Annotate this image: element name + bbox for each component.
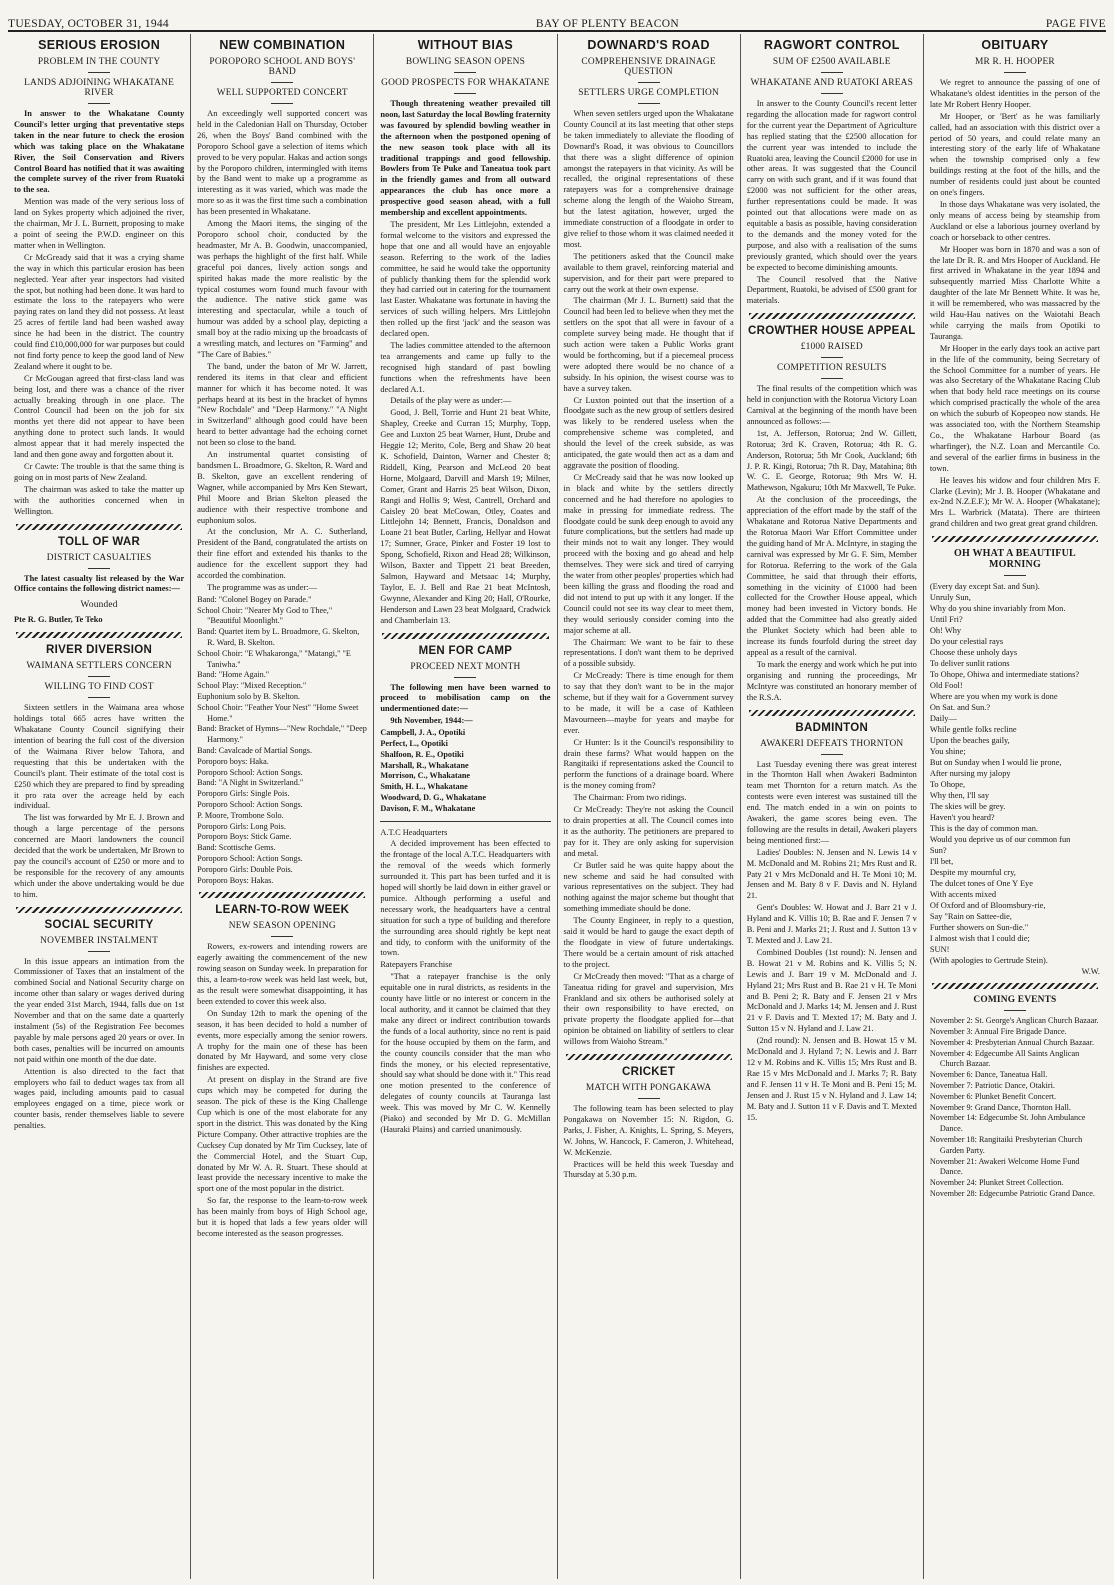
programme-item: Band: "Home Again." (197, 670, 270, 680)
column-3 (373, 34, 556, 1579)
paragraph: The following team has been selected to play Pongakawa on November 15: N. Rigdon, G. Parks, J. Fisher, A. Knights, L. Spring, S. Meyers, W. Johns, W. Hancock, F. Cameron, J. Whitehead, W. McKenzie. (563, 1104, 734, 1157)
poem-line: Why then, I'll say (929, 791, 990, 801)
divider (821, 72, 843, 73)
poem-line: To Ohope, Ohiwa and intermediate stations? (929, 670, 1080, 680)
section-divider (16, 524, 182, 530)
subhead: GOOD PROSPECTS FOR WHAKATANE (381, 78, 550, 88)
programme-item: School Play: "Mixed Reception." (197, 681, 307, 691)
headline-men-for-camp: MEN FOR CAMP (418, 644, 513, 657)
poem-line: Choose these unholy days (929, 648, 1018, 658)
section-divider (749, 710, 915, 716)
paragraph: The list was forwarded by Mr E. J. Brown and though a large percentage of the persons concerned are Maori landowners the council decided that the work be undertaken, Mr Brown to pay the council's account of £250 or more and to be responsible for the recovery of any amounts which under the above undertaking would be due to him. (14, 813, 185, 899)
list-item: Campbell, J. A., Opotiki (380, 728, 466, 738)
subhead: DISTRICT CASUALTIES (46, 552, 152, 563)
lead-paragraph: Though threatening weather prevailed till noon, last Saturday the local Bowling fraternity was favoured by splendid bowling weather in the afternoon when the postponed opening of the new season took place with all its traditional trappings and good fellowship. Bowlers from Te Puke and Taneatua took part in the friendly games and from all outward appearances the club has once more a prospective good season ahead, with a full membership and excellent appointments. (380, 99, 551, 218)
section-divider (566, 1054, 732, 1060)
poem-line: While gentle folks recline (929, 725, 1017, 735)
paragraph: Cr McGougan agreed that first-class land was being lost, and there was a chance of the river actually breaking through in one place. The Control Council had been on the job for six months yet there did not appear to have been anything done to protect such lands. It would almost appear that it had merely inspected the land and then gone away and forgotten about it. (14, 373, 185, 460)
subhead: WELL SUPPORTED CONCERT (216, 88, 348, 98)
poem-line: Until Fri? (929, 615, 963, 625)
divider (88, 72, 110, 73)
poem-line: Unruly Sun, (929, 593, 971, 603)
headline-ragwort-control: RAGWORT CONTROL (763, 38, 900, 52)
headline-obituary: OBITUARY (981, 38, 1049, 52)
subhead: NEW SEASON OPENING (228, 921, 336, 932)
poem-line: After nursing my jalopy (929, 769, 1011, 779)
subhead: SUM OF £2500 AVAILABLE (772, 57, 891, 67)
column-5 (740, 34, 923, 1579)
poem-line: The dulcet tones of One Y Eye (929, 879, 1033, 889)
concert-programme (197, 595, 367, 887)
poem-line: You shine; (929, 747, 966, 757)
paragraph: The president, Mr Les Littlejohn, extended a formal welcome to the visitors and expressed the hope that one and all would have an enjoyable season. Referring to the work of the ladies committee, he said he would take the opportunity of publicly thanking them for the splendid work they had carried out in catering for the tournament last Easter. Whakatane was fortunate in having the services of such willing helpers. Mrs Littlejohn then rolled up the first 'jack' and the season was declared open. (380, 219, 551, 339)
paragraph: Cr McCready: There is time enough for them to say that they don't want to be in the major scheme, but if they wait for a Government survey to be made, it will be a case of Kathleen Mavourneen—maybe for years and maybe for ever. (563, 671, 734, 735)
programme-item: Band: "A Night in Switzerland." (197, 778, 304, 788)
men-list (380, 728, 550, 814)
paragraph: Practices will be held this week Tuesday and Thursday at 5.30 p.m. (563, 1159, 734, 1180)
divider (638, 82, 660, 83)
programme-item: Poroporo Girls: Double Pois. (197, 864, 293, 874)
paragraph: When seven settlers urged upon the Whakatane County Council at its last meeting that other steps be taken immediately to alleviate the flooding of Downard's Road, it was obvious to Councillors that there was a slight difference of opinion amongst the ratepayers in that vicinity. As will be recalled, the original representations of these ratepayers was for a comprehensive drainage scheme along the length of the Waioho Stream, but the latest agitation, however, urged the immediate construction of a floodgate in order to give relief to those whom it was claimed needed it most. (563, 109, 734, 249)
headline-downards-road: DOWNARD'S ROAD (587, 38, 710, 52)
poem-line: The skies will be grey. (929, 802, 1006, 812)
paragraph: Mr Hooper, or 'Bert' as he was familiarly called, had an association with this district over a period of 50 years, and could relate many an interesting story of the early life of Whakatane when the township comprised only a few buildings resting at the foot of the hills, and the number of residents could just about be counted on one's fingers. (929, 111, 1101, 198)
poem-line: Further showers on Sun-die." (929, 923, 1029, 933)
poem-line: (With apologies to Gertrude Stein). (929, 956, 1048, 966)
list-item: Smith, H. L., Whakatane (380, 782, 468, 792)
programme-item: Band: Cavalcade of Martial Songs. (197, 746, 312, 756)
newspaper-title: BAY OF PLENTY BEACON (535, 18, 679, 30)
paragraph: Mr Hooper in the early days took an active part in the life of the community, being Secretary of the School Committee for a number of years. He was also Secretary of the Whakatane Racing Club when that body held race meetings on its course which comprised practically the whole of the area on which the suburb of Kopeopeo now stands. He was associated too, with the Northern Steamship Co., the Whakatane Harbour Board (as wharfinger), the N.Z. Loan and Mercantile Co. and several of the earlier firms in business in the town. (929, 343, 1101, 473)
poem-title: OH WHAT A BEAUTIFUL MORNING (954, 548, 1076, 571)
paragraph: (2nd round): N. Jensen and B. Howat 15 v M. McDonald and J. Hyland 7; N. Lewis and J. Barr 12 v M. Robins and K. Villis 15; Mrs Rust and B. Rae 15 v Mrs McDonald and J. Marks 7; R. Baty and F. Jensen 11 v H. Te Moni and B. Peni 15; M. Jensen and J. Rust 15 v N. Hyland and J. Law 14; M. Baty and J. Sutton 11 v F. Davis and T. Mexted 15. (746, 1036, 917, 1122)
poem-line: With accents mixed (929, 890, 997, 900)
section-divider (749, 313, 915, 319)
event-item: November 2: St. George's Anglican Church Bazaar. (929, 1016, 1099, 1026)
column-6 (923, 34, 1106, 1579)
subhead: Wounded (80, 600, 118, 611)
programme-item: Band: Bracket of Hymns—"New Rochdale," "Deep Harmony." (197, 724, 367, 745)
event-item: November 21: Awakeri Welcome Home Fund Dance. (929, 1156, 1080, 1177)
poem-line: But on Sunday when I would lie prone, (929, 758, 1062, 768)
camp-date: 9th November, 1944:— (390, 716, 473, 726)
poem-line: Oh! Why (929, 626, 962, 636)
paragraph: Cr McCready said that he was now looked up in black and white by the settlers directly concerned and he had therefore no apologies to make in pressing for immediate redress. The floodgate could be sunk deep enough to avoid any future complications, but the settlers had made up their minds not to wait any longer. They would proceed with the boxing and go ahead and help themselves. They were sick and tired of carrying the water from other peoples' properties which had been killing the grass and flooding the road and did not intend to put up with it any longer. If the Council could not see its way clear to meet them, they would seriously consider coming into the major scheme at all. (563, 472, 734, 635)
column-4 (557, 34, 740, 1579)
paragraph: "That a ratepayer franchise is the only equitable one in rural districts, as residents in the county have little or no interest or concern in the local authority, and it cannot be claimed that they make any direct or indirect contribution towards the funds of a local authority, since no rent is paid for the house occupied by them on the farm, and the county councils consider that the man who finds the money, or his elected representative, should say what should be done with it." This read one motion presented to the conference of delegates of county councils at Tauranga last week. This was moved by Mr C. W. Kennelly (Piako) and seconded by Mr D. G. McMillan (Hauraki Plains) and carried unanimously. (380, 972, 551, 1134)
paragraph: Cr Butler said he was quite happy about the new scheme and said he had consulted with various representatives on the subject. They had nothing against the major scheme but thought that something immediate should be done. (563, 860, 734, 914)
poem-line: Daily— (929, 714, 957, 724)
paragraph: The Council resolved that the Native Department, Ruatoki, be advised of £500 grant for materials. (746, 274, 917, 306)
paragraph: Cr McGready said that it was a crying shame the way in which this particular erosion has been neglected. Year after year inspectors had visited the spot, but nothing had been done. It was hard to estimate the loss to the ratepayers who were paying rates on land they did not possess. At least 25 acres of fertile land had been washed away since he had been in the district. The country could find £10,000,000 for war purposes but could not find forty pence to keep the good land of New Zealand where it ought to be. (14, 252, 185, 371)
event-item: November 9: Grand Dance, Thornton Hall. (929, 1102, 1071, 1112)
list-item: Shalfoon, R. E., Opotiki (380, 749, 464, 759)
subhead: WILLING TO FIND COST (44, 682, 154, 693)
section-divider (932, 983, 1098, 989)
subhead: BOWLING SEASON OPENS (405, 57, 525, 67)
paragraph: Details of the play were as under:— (390, 396, 512, 406)
poem-line: Would you deprive us of our common fun (929, 835, 1071, 845)
poem-line: I'll bet, (929, 857, 954, 867)
list-item: Perfect, L., Opotiki (380, 738, 448, 748)
subhead: WHAKATANE AND RUATOKI AREAS (750, 78, 914, 88)
paragraph: Rowers, ex-rowers and intending rowers are eagerly awaiting the commencement of the new rowing season on Sunday week. In preparation for this, a learn-to-row week was held last week, but, as the result were somewhat disappointing, it has been extended to cover this week also. (197, 942, 368, 1006)
event-item: November 14: Edgecumbe St. John Ambulance Dance. (929, 1113, 1086, 1134)
paragraph: The Chairman: We want to be fair to these representations. I don't want them to be deprived of a possible subsidy. (563, 637, 734, 669)
section-title: A.T.C Headquarters (380, 827, 448, 837)
paragraph: The band, under the baton of Mr W. Jarrett, rendered its items in that clear and efficient manner for which it has become noted. It was perhaps heard at its best in the bracket of hymns "New Rochdale" and "Deep Harmony." "A Night in Switzerland" although good could have been heard to better advantage had the echoing cornet not been so close to the band. (197, 361, 368, 448)
section-divider (199, 892, 365, 898)
event-item: November 4: Edgecumbe All Saints Anglican Church Bazaar. (929, 1048, 1080, 1069)
subhead: £1000 RAISED (800, 342, 863, 353)
headline-toll-of-war: TOLL OF WAR (58, 535, 141, 548)
list-item: Woodward, D. G., Whakatane (380, 792, 486, 802)
paragraph: The chairman was asked to take the matter up with the authorities concerned when in Wellington. (14, 484, 185, 516)
programme-item: Band: Scottische Gems. (197, 843, 276, 853)
poem-line: To Ohope, (929, 780, 966, 790)
headline-learn-to-row: LEARN-TO-ROW WEEK (215, 904, 350, 917)
event-item: November 28: Edgecumbe Patriotic Grand Dance. (929, 1188, 1095, 1198)
paragraph: To mark the energy and work which he put into organising and running the proceedings, Mr McIntyre was constituted an honorary member of the R.S.A. (746, 659, 917, 702)
masthead (8, 4, 1106, 32)
paragraph: Combined Doubles (1st round): N. Jensen and B. Howat 21 v M. Robins and K. Villis 5; N. Lewis and J. Barr 19 v M. McDonald and J. Hyland 21; Mrs Rust and B. Rae 21 v H. Te Moni and B. Peni 2; R. Baty and F. Jensen 21 v Mrs McDonald and J. Marks 14; M. Jensen and J. Rust 21 v F. Davis and T. Mexted 17; M. Baty and J. Sutton 15 v N. Hyland and J. Law 21. (746, 947, 917, 1034)
paragraph: On Sunday 12th to mark the opening of the season, it has been decided to hold a number of events, more especially among the senior rowers. A trophy for the main one of these has been donated by Mr Hayward, and some very close finishes are expected. (197, 1008, 368, 1073)
poem-line: This is the day of common man. (929, 824, 1039, 834)
section-divider (16, 907, 182, 913)
subhead: MR R. H. HOOPER (975, 57, 1055, 67)
divider (821, 357, 843, 358)
paragraph: In answer to the County Council's recent letter regarding the allocation made for ragwort control for the current year the Department of Agriculture has replied stating that the £2500 allocation for the current year was intended to include the Ruatoki area, leaving the Council £2000 for use in other areas. It was suggested that the Council carry on with such grant, and if it was found that £2000 was not sufficient for the other areas, further representations could be made. It was pointed out that allocations were made on as equitable a basis as possible, having consideration to the demands and the money voted for the purpose, and also with a realisation of the sums previously granted, which should over the years be expected to become diminishing amounts. (746, 99, 917, 272)
list-item: Morrison, C., Whakatane (380, 771, 471, 781)
divider (821, 93, 843, 94)
paragraph: The programme was as under:— (207, 582, 317, 592)
column-1 (8, 34, 190, 1579)
paragraph: Among the Maori items, the singing of the Poroporo school choir, conducted by the headmaster, Mr A. B. Goodwin, unaccompanied, was perhaps the highlight of the first half. While graceful poi dances, lively action songs and spirited hakas made the more realistic by the typical costumes worn found much favour with the audience. The native stick game was interesting and spectacular, while a touch of humour was added by a school play, depicting a small boy at the radio mixing up the broadcasts of a wrestling match, and lectures on "Farming" and "The Care of Babies." (197, 219, 368, 359)
paragraph: Cr McCready: They're not asking the Council to drain properties at all. The Council comes into it as the authority. The petitioners are prepared to pay for it. They are only asking for supervision and metal. (563, 805, 734, 858)
paragraph: The County Engineer, in reply to a question, said it would be hard to gauge the exact depth of the floodgate in view of future undertakings. There would be a certain amount of risk attached to the project. (563, 916, 734, 969)
divider (638, 103, 660, 104)
paragraph: Mention was made of the very serious loss of land on Sykes property which adjoined the river, the chairman, Mr J. L. Burnett, proposing to make a point of seeing the P.W.D. engineer on this matter when in Wellington. (14, 197, 185, 250)
divider (271, 82, 293, 83)
programme-item: Poroporo School: Action Songs. (197, 800, 303, 810)
subhead: NOVEMBER INSTALMENT (40, 935, 159, 946)
paragraph: Mr Hooper was born in 1870 and was a son of the late Dr R. R. and Mrs Hooper of Auckland. He first arrived in Whakatane in the year 1894 and subsequently married Miss Charlotte White a daughter of the late Mr Bennett White. It was he, it will be remembered, who was massacred by the wild Hau-Hau natives on the Waiotahi Beach while carrying the mails from Opotiki to Tauranga. (929, 244, 1101, 341)
paragraph: Sixteen settlers in the Waimana area whose holdings total 665 acres have written the Whakatane County Council signifying their intention of bearing the full cost of the diversion of the Waimana River below Tahora, and requesting that this be undertaken with the Council's plant. Their estimate of the total cost is £250 which they are prepared to find by spreading it pro rata over the acreage held by each individual. (14, 703, 185, 811)
headline-without-bias: WITHOUT BIAS (417, 38, 514, 52)
paragraph: The Chairman: From two ridings. (573, 793, 687, 803)
headline-river-diversion: RIVER DIVERSION (46, 644, 153, 657)
event-item: November 3: Annual Fire Brigade Dance. (929, 1026, 1067, 1036)
headline-crowther-house-appeal: CROWTHER HOUSE APPEAL (748, 325, 916, 338)
paragraph: At present on display in the Strand are five cups which may be competed for during the season. The pick of these is the King Challenge Cup which is one of the most elaborate for any sport in the district. This was donated by the King Picture Company. Other attractive trophies are the Cucksey Cup donated by Mr Tim Cucksey, late of the Commercial Hotel, and the Stuart Cup, donated by Mr W. A. R. Stuart. These should at least provide the necessary incentive to make the sport one of the most popular in the district. (197, 1075, 368, 1194)
subhead: AWAKERI DEFEATS THORNTON (760, 738, 904, 749)
divider (454, 72, 476, 73)
event-item: November 7: Patriotic Dance, Otakiri. (929, 1080, 1055, 1090)
paragraph: Good, J. Bell, Torrie and Hunt 21 beat White, Shapley, Creeke and Curran 15; Murphy, Topp, Gee and Luxton 25 beat Warner, Hunt, Drube and Heggie 12; Merito, Cole, Berg and Shaw 20 beat K. Schofield, Dainton, Warner and Chester 8; Riddell, King, Pearson and McLeod 20 beat Horne, Molgaard, Darvill and Marsh 19; Milner, Comer, Grant and Harris 25 beat Wilson, Dixon, Rangi and Hollis 9; West, Cantrell, Orchard and Caisley 20 beat McCowan, Otley, Coates and Littlejohn 14; Bennett, Francis, Donaldson and Loane 21 beat Butler, Carling, Hellyar and Howat 17; Sumner, Grace, Pinker and Foster 19 lost to Spong, Schofield, Rixon and Head 28; Wilkinson, Wilson, Baxter and Tippett 21 beat Breeden, Salmon, Hayward and Metsaac 14; Murphy, Taylor, E. J. Bell and Rae 21 beat McIntosh, Gwynne, Alexander and King 20; Hall, O'Rourke, Henderson and Lawn 23 beat Molgaard, Cradwick and Chamberlain 13. (380, 408, 551, 625)
poem-line: Why do you shine invariably from Mon. (929, 604, 1066, 614)
programme-item: Poroporo Boys: Stick Game. (197, 832, 292, 842)
headline-cricket: CRICKET (621, 1066, 676, 1079)
divider (1004, 1010, 1026, 1011)
poem-line: Upon the beaches gaily, (929, 736, 1010, 746)
paragraph: Cr Hunter: Is it the Council's responsibility to drain these farms? What would happen on the Rangitaiki if representations asked the Council to perform the functions of a drainage board. Where is the money coming from? (563, 737, 734, 791)
paragraph: Last Tuesday evening there was great interest in the Thornton Hall when Awakeri Badminton team met Thornton for a return match. As the contests were even interest was sustained till the end. The match ended in a win on points to Awakeri, the game scores being even. The following are the results in detail, Awakeri players being mentioned first:— (746, 759, 917, 845)
poem-signature: W.W. (1081, 967, 1101, 977)
poem-line: To deliver sunlit rations (929, 659, 1010, 669)
paragraph: Ladies' Doubles: N. Jensen and N. Lewis 14 v M. McDonald and M. Robins 21; Mrs Rust and R. Paty 21 v Mrs McDonald and H. Te Moni 10; M. Jensen and M. Baty 8 v F. Davis and N. Hyland 21. (746, 847, 917, 901)
casualty-name: Pte R. G. Butler, Te Teko (14, 615, 103, 625)
divider (1004, 575, 1026, 576)
programme-item: School Choir: "Nearer My God to Thee," "Beautiful Moonlight." (197, 605, 333, 626)
poem-line: (Every day except Sat. and Sun). (929, 582, 1040, 592)
headline-social-security: SOCIAL SECURITY (44, 918, 154, 931)
paragraph: He leaves his widow and four children Mrs F. Clarke (Levin); Mr J. B. Hooper (Whakatane and ex-2nd N.Z.E.F.); Mr W. A. Hooper (Whakatane); Mrs L. Warbrick (Matata). There are thirteen grand children and two great great grand children. (929, 475, 1101, 529)
subhead: PROBLEM IN THE COUNTY (37, 57, 161, 67)
columns (8, 34, 1106, 1579)
poem-line: Do your celestial rays (929, 637, 1004, 647)
event-item: November 6: Dance, Taneatua Hall. (929, 1070, 1048, 1080)
poem-line: Of Oxford and of Bloomsbury-rie, (929, 901, 1046, 911)
programme-item: Euphonium solo by B. Skelton. (197, 692, 300, 702)
coming-events-title: COMING EVENTS (973, 995, 1057, 1006)
headline-badminton: BADMINTON (795, 721, 869, 734)
poem-line: Sun? (929, 846, 947, 856)
divider (1004, 72, 1026, 73)
divider (88, 103, 110, 104)
paragraph: In those days Whakatane was very isolated, the only means of access being by steamship from Auckland or else a laborious journey overland by coach or horseback to other centres. (929, 199, 1101, 242)
paragraph: The final results of the competition which was held in conjunction with the Rotorua Victory Loan Carnival at the beginning of the month have been announced as follows:— (746, 384, 917, 426)
poem-line: On Sat. and Sun.? (929, 703, 991, 713)
divider (821, 754, 843, 755)
poem-line: SUN! (929, 945, 950, 955)
section-divider (382, 633, 548, 639)
programme-item: School Choir: "E Whakaronga," "Matangi," "E Taniwha." (197, 648, 351, 669)
event-item: November 4: Presbyterian Annual Church Bazaar. (929, 1037, 1095, 1047)
programme-item: Poroporo School: Action Songs. (197, 767, 303, 777)
paragraph: So far, the response to the learn-to-row week has been mainly from boys of High School age, but it is hoped that lads a few years older will become interested as the season progresses. (197, 1196, 368, 1238)
paragraph: The following men have been warned to proceed to mobilisation camp on the undermentioned date:— (380, 682, 551, 714)
poem-line: Haven't you heard? (929, 813, 995, 823)
programme-item: Poroporo Boys: Hakas. (197, 875, 274, 885)
subhead: LANDS ADJOINING WHAKATANE RIVER (24, 78, 175, 98)
programme-item: School Choir: "Feather Your Nest" "Home Sweet Home." (197, 702, 359, 723)
programme-item: Band: "Colonel Bogey on Parade." (197, 594, 312, 604)
divider (454, 677, 476, 678)
divider (638, 1098, 660, 1099)
paragraph: Cr McCready then moved: "That as a charge of Taneatua riding for gravel and supervision, Mrs Frankland and six others be authorised solely at their own responsibility to have erected, on private property the floodgate applied for—that opinion be obtained on liability of settlers to clear willows from Waioho Stream." (563, 971, 734, 1047)
paragraph: At the conclusion of the proceedings, the appreciation of the effort made by the staff of the Whakatane and Rotorua Native Departments and the Rotorua Maori War Effort Committee under the guiding hand of Mr A. McIntyre, in staging the carnival was expressed by Mr G. F. Sim, Member for Rotorua. Referring to the work of the Gala Committee, he said that through their efforts, something in the vicinity of £1000 had been collected for the Crowther House appeal, which money had been invested in Victory bonds. He added that the Committee had also greatly aided the Plunket Society which had been able to increase its funds fourfold during the street day appeal as a result of the carnival. (746, 495, 917, 657)
paragraph: At the conclusion, Mr A. C. Sutherland, President of the Band, congratulated the artists on their fine effort and extended his thanks to the audience for the excellent support they had accorded the combination. (197, 527, 368, 581)
divider (821, 378, 843, 379)
paragraph: An exceedingly well supported concert was held in the Caledonian Hall on Thursday, October 26, when the Boys' Band combined with the Poroporo School gave a selection of items which proved to be very popular. Hakas and action songs by the Poroporo children, intermingled with items by the Band went to make up a programme as interesting as it was varied, which was made the more so as it was the first time such a combination has been presented in Whakatane. (197, 109, 368, 217)
divider (454, 93, 476, 94)
event-item: November 6: Plunket Benefit Concert. (929, 1091, 1057, 1101)
list-item: Davison, F. M., Whakatane (380, 803, 476, 813)
lead-paragraph: In answer to the Whakatane County Council's letter urging that preventative steps taken in the near future to check the erosion which was taking place on the Whakatane River, the Soil Conservation and Rivers Control Board has notified that it was awaiting the complete survey of the river from Ruatoki to the sea. (14, 109, 185, 195)
headline-serious-erosion: SERIOUS EROSION (38, 38, 161, 52)
events-list (930, 1016, 1100, 1200)
list-item: Marshall, R., Whakatane (380, 760, 469, 770)
paragraph: An instrumental quartet consisting of bandsmen L. Broadmore, G. Skelton, R. Ward and B. Skelton, gave an excellent rendering of Wagner, while accompanied by Mrs Ken Stewart, Phil Moore and Brian Skelton pleased the audience with their respective trombone and euphonium solos. (197, 450, 368, 525)
subhead: PROCEED NEXT MONTH (410, 661, 521, 672)
paragraph: The ladies committee attended to the afternoon tea arrangements and came up fully to the recognised high standard of past bowling functions when the refreshments have been declared A.1. (380, 340, 551, 394)
divider (88, 568, 110, 569)
paragraph: 1st, A. Jefferson, Rotorua; 2nd W. Gillett, Rotorua; 3rd K. Craven, Rotorua; 4th R. G. Anderson, Rotorua; 5th Mr Cook, Auckland; 6th J. P. R. Kingi, Rotorua; 7th R. Day, Matahina; 8th W. C. E. George, Rotorua; 9th Mrs W. H. Mathewson, Ngakuru; 10th Mr Maxwell, Te Puke. (746, 428, 917, 493)
issue-date: TUESDAY, OCTOBER 31, 1944 (8, 18, 169, 30)
programme-item: Poroporo Girls: Single Pois. (197, 789, 290, 799)
poem-line: Old Fool! (929, 681, 963, 691)
divider (271, 936, 293, 937)
subhead: COMPETITION RESULTS (777, 363, 887, 374)
paragraph: Attention is also directed to the fact that employers who fail to deduct wages tax from all wages paid, including amounts paid to casual employees engaged on a time, piece work or counter basis, render themselves liable to severe penalties. (14, 1066, 185, 1131)
section-title: Ratepayers Franchise (380, 960, 453, 970)
column-2 (190, 34, 373, 1579)
page-number: PAGE FIVE (1045, 18, 1106, 30)
paragraph: Gent's Doubles: W. Howat and J. Barr 21 v J. Hyland and K. Villis 10; B. Rae and F. Jensen 7 v B. Peni and J. Marks 21; J. Rust and J. Sutton 13 v T. Mexted and J. Law 21. (746, 903, 917, 945)
section-divider (932, 536, 1098, 542)
poem (930, 581, 1100, 977)
section-divider (16, 632, 182, 638)
subhead: POROPORO SCHOOL AND BOYS' BAND (209, 57, 356, 77)
programme-item: Poroporo Girls: Long Pois. (197, 821, 286, 831)
paragraph: We regret to announce the passing of one of Whakatane's oldest identities in the person of the late Mr Robert Henry Hooper. (929, 78, 1101, 109)
paragraph: The petitioners asked that the Council make available to them gravel, reinforcing material and supervision, and for their part were prepared to carry out the work at their own expense. (563, 251, 734, 294)
subhead: MATCH WITH PONGAKAWA (585, 1083, 712, 1094)
subhead: SETTLERS URGE COMPLETION (578, 88, 719, 98)
programme-item: Poroporo School: Action Songs. (197, 854, 303, 863)
poem-line: Where are you when my work is done (929, 692, 1058, 702)
programme-item: Band: Quartet item by L. Broadmore, G. Skelton, R. Ward, B. Skelton. (197, 627, 360, 648)
poem-line: I almost wish that I could die; (929, 934, 1030, 944)
paragraph: A decided improvement has been effected to the frontage of the local A.T.C. Headquarters with the removal of the weeds which formerly surrounded it. This part has been turfed and it is hoped will shortly be laid down in either gravel or pumice. Although performing a useful and necessary work, the headquarters have a central situation for such a type of building and therefore the surrounding area should rightly be kept neat and tidy, to conform with the uniformity of the town. (380, 839, 551, 958)
divider (88, 697, 110, 698)
poem-line: Despite my mournful cry, (929, 868, 1016, 878)
paragraph: The latest casualty list released by the War Office contains the following district names:— (14, 573, 185, 594)
divider (88, 676, 110, 677)
paragraph: Cr Cawte: The trouble is that the same thing is going on in most parts of New Zealand. (14, 462, 185, 482)
divider (380, 821, 550, 822)
paragraph: The chairman (Mr J. L. Burnett) said that the Council had been led to believe when they met the settlers on the spot that all were in favour of a complete survey being made. He thought that if such action were taken a Public Works grant would be forthcoming, but if a piecemeal process were adopted there would be no chance of a subsidy. In his opinion, the wisest course was to have a survey taken. (563, 296, 734, 393)
headline-new-combination: NEW COMBINATION (219, 38, 346, 52)
programme-item: P. Moore, Trombone Solo. (197, 810, 284, 820)
programme-item: Poroporo boys: Haka. (197, 756, 269, 766)
event-item: November 24: Plunket Street Collection. (929, 1178, 1064, 1188)
subhead: WAIMANA SETTLERS CONCERN (26, 661, 172, 672)
paragraph: In this issue appears an intimation from the Commissioner of Taxes that an instalment of the combined Social and National Security charge on income other than salary or wages derived during the year ended 31st March, 1944, falls due on 1st November and that on the same date a quarterly instalment (5s) of the Registration Fee becomes payable by male persons aged 20 years or over. In both cases, penalties will be incurred on amounts not paid within one month of the due date. (14, 956, 185, 1064)
subhead: COMPREHENSIVE DRAINAGE QUESTION (581, 57, 716, 77)
divider (88, 951, 110, 952)
poem-line: Say "Rain on Sattee-die, (929, 912, 1012, 922)
paragraph: Cr Luxton pointed out that the insertion of a floodgate such as the new group of settlers desired was likely to be rendered useless when the comprehensive scheme was completed, and should the level of the creek subside, as was anticipated, the gate would then act as a dam and aggravate the position of flooding. (563, 395, 734, 470)
divider (271, 103, 293, 104)
event-item: November 18: Rangitaiki Presbyterian Church Garden Party. (929, 1134, 1083, 1155)
